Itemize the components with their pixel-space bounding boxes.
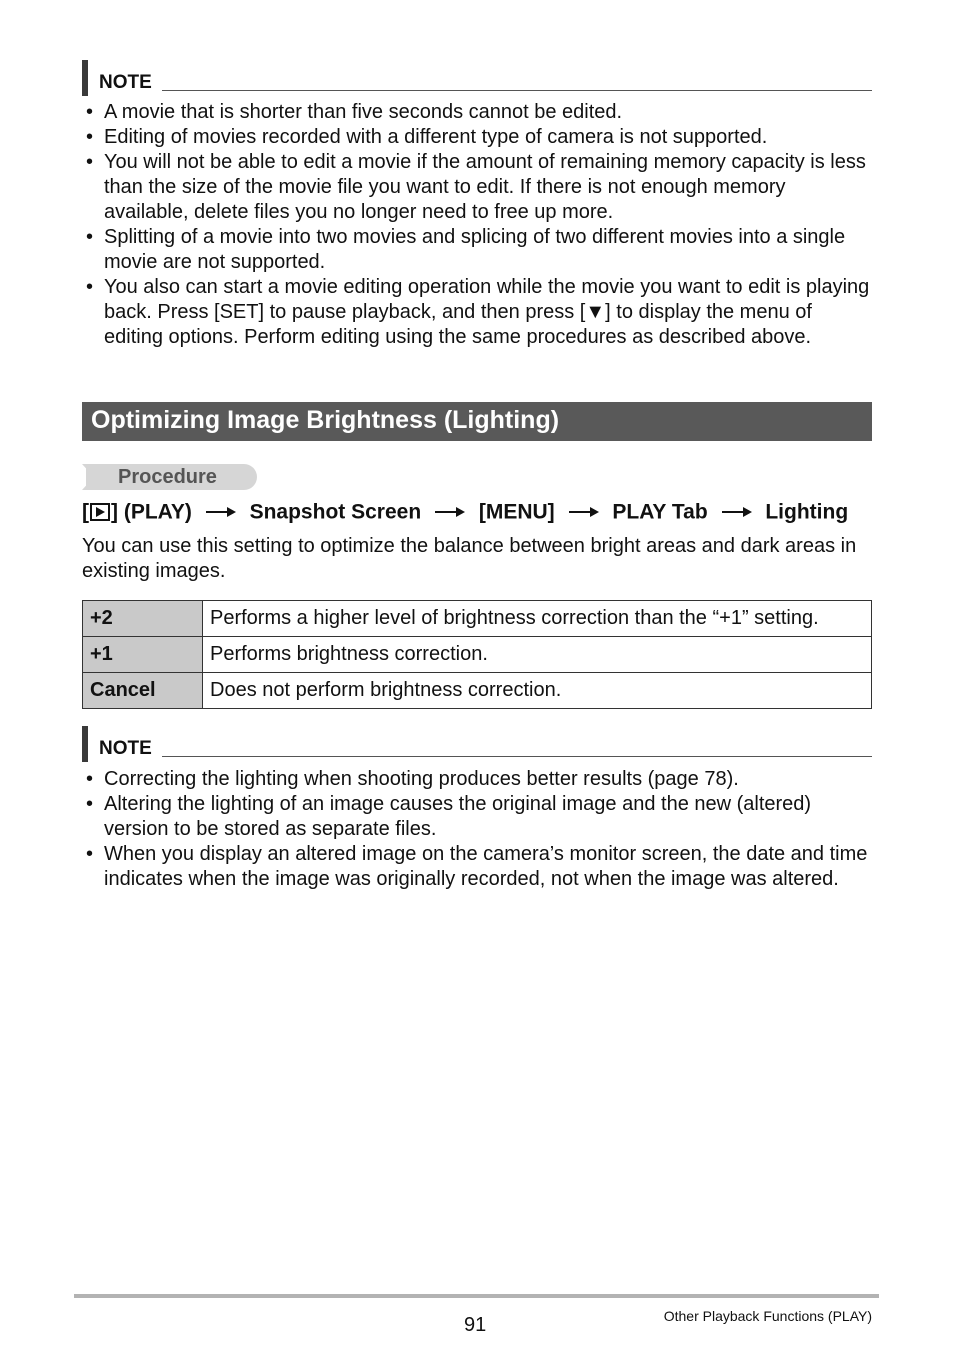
list-item: • When you display an altered image on the camera’s monitor screen, the date and time indicates when the image was originally recorded, not when the image was altered. — [82, 842, 872, 892]
path-play-tab: PLAY Tab — [612, 500, 708, 524]
page-number: 91 — [464, 1314, 487, 1336]
list-item: • A movie that is shorter than five seconds cannot be edited. — [82, 100, 872, 125]
note-label: NOTE — [99, 738, 152, 759]
footer-rule — [74, 1294, 879, 1298]
table-row — [83, 637, 872, 673]
list-item: • Splitting of a movie into two movies and splicing of two different movies into a single movie are not supported. — [82, 225, 872, 275]
section-title: Optimizing Image Brightness (Lighting) — [91, 406, 560, 434]
note-bar — [82, 726, 88, 762]
option-value: Performs brightness correction. — [203, 637, 872, 673]
table-row — [83, 673, 872, 709]
note-list — [82, 767, 872, 892]
note-header — [82, 60, 872, 96]
arrow-right-icon — [569, 506, 599, 518]
path-play: ] (PLAY) — [111, 500, 192, 524]
arrow-right-icon — [435, 506, 465, 518]
list-item: • Correcting the lighting when shooting produces better results (page 78). — [82, 767, 872, 792]
note-bar — [82, 60, 88, 96]
note-rule — [162, 756, 872, 757]
playback-icon — [90, 503, 110, 521]
path-lighting: Lighting — [765, 500, 849, 524]
list-item: • Editing of movies recorded with a different type of camera is not supported. — [82, 125, 872, 150]
note-label: NOTE — [99, 72, 152, 93]
procedure-chevron-fill — [86, 464, 98, 490]
procedure-label: Procedure — [118, 466, 217, 488]
option-key: +1 — [83, 637, 203, 673]
description: You can use this setting to optimize the balance between bright areas and dark areas in existing images. — [82, 535, 857, 582]
option-key: Cancel — [83, 673, 203, 709]
arrow-right-icon — [722, 506, 752, 518]
procedure-tag — [82, 464, 257, 490]
options-table — [82, 600, 872, 709]
option-key: +2 — [83, 601, 203, 637]
path-open-bracket: [ — [82, 500, 89, 524]
chapter-label: Other Playback Functions (PLAY) — [663, 1308, 872, 1324]
list-item: • Altering the lighting of an image causes the original image and the new (altered) version to be stored as separate files. — [82, 792, 872, 842]
note-rule — [162, 90, 872, 91]
option-value: Performs a higher level of brightness correction than the “+1” setting. — [203, 601, 872, 637]
path-menu: [MENU] — [478, 500, 555, 524]
list-item: • You will not be able to edit a movie if the amount of remaining memory capacity is less than the size of the movie file you want to edit. If there is not enough memory available, delete files you no longer need to free up more. — [82, 150, 872, 225]
list-item: • You also can start a movie editing operation while the movie you want to edit is playing back. Press [SET] to pause playback, and then press [▼] to display the menu of editing options. Perform editing using the same procedures as described above. — [82, 275, 872, 350]
note-list — [82, 100, 872, 350]
note-header — [82, 726, 872, 762]
table-row — [83, 601, 872, 637]
section-heading — [82, 402, 872, 441]
path-snapshot-screen: Snapshot Screen — [249, 500, 422, 524]
option-value: Does not perform brightness correction. — [203, 673, 872, 709]
menu-path — [82, 500, 848, 524]
arrow-right-icon — [206, 506, 236, 518]
